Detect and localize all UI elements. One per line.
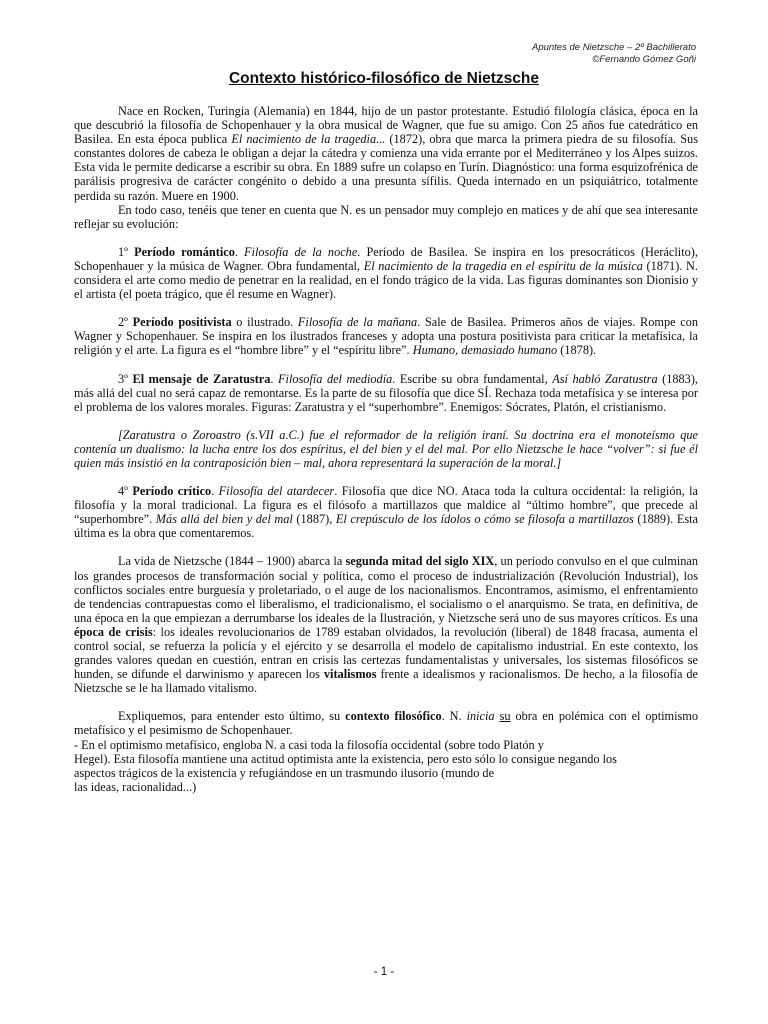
optimism-line-4: las ideas, racionalidad...) bbox=[74, 779, 197, 794]
document-body bbox=[74, 104, 698, 794]
optimism-line-2: Hegel). Esta filosofía mantiene una actitud optimista ante la existencia, pero esto sólo lo consigue negando los bbox=[74, 751, 617, 766]
evolution-paragraph: En todo caso, tenéis que tener en cuenta que N. es un pensador muy complejo en matices y de ahí que sea interesante reflejar su evolución: bbox=[74, 202, 698, 231]
page-title: Contexto histórico-filosófico de Nietzsche bbox=[228, 70, 540, 87]
header-course: Apuntes de Nietzsche – 2º Bachillerato bbox=[531, 42, 696, 53]
page-header bbox=[532, 42, 696, 66]
zoroaster-note: [Zaratustra o Zoroastro (s.VII a.C.) fue el reformador de la religión iraní. Su doctrina era el monoteísmo que contenía un dualismo: la lucha entre los dos espíritus, el del bien y el del mal. Por ello Nietzsche le hace “volver”: si fue él quien más insistió en la contraposición bien – mal, ahora representará la superación de la moral.] bbox=[74, 427, 698, 470]
period-romantic-paragraph: 1º Período romántico. Filosofía de la noche. Período de Basilea. Se inspira en los presocráticos (Heráclito), Schopenhauer y la música de Wagner. Obra fundamental, El nacimiento de la tragedia en el espíritu de la música (1871). N. considera el arte como medio de penetrar en la realidad, en el fondo trágico de la vida. Las figuras dominantes son Dionisio y el artista (el poeta trágico, que él resume en Wagner). bbox=[74, 244, 698, 302]
optimism-line-3: aspectos trágicos de la existencia y refugiándose en un trasmundo ilusorio (mundo de bbox=[74, 765, 495, 780]
period-positivist-paragraph: 2º Período positivista o ilustrado. Filosofía de la mañana. Sale de Basilea. Primeros años de viajes. Rompe con Wagner y Schopenhauer. Se inspira en los ilustrados franceses y adopta una postura positivista para criticar la metafísica, la religión y el arte. La figura es el “hombre libre” y el “espíritu libre”. Humano, demasiado humano (1878). bbox=[74, 315, 698, 358]
philosophical-context-paragraph: Expliquemos, para entender esto último, su contexto filosófico. N. inicia su obra en polémica con el optimismo metafísico y el pesimismo de Schopenhauer. bbox=[74, 709, 699, 738]
intro-paragraph: Nace en Rocken, Turingia (Alemania) en 1844, hijo de un pastor protestante. Estudió filología clásica, época en la que descubrió la filosofía de Schopenhauer y la obra musical de Wagner, que fue su amigo. Con 25 años fue catedrático en Basilea. En esta época publica El nacimiento de la tragedia... (1872), obra que marca la primera piedra de su filosofía. Sus constantes dolores de cabeza le obligan a dejar la cátedra y comienza una vida errante por el Mediterráneo y los Alpes suizos. Esta vida le permite dedicarse a escribir su obra. En 1889 sufre un colapso en Turín. Diagnóstico: una forma esquizofrénica de parálisis progresiva de carácter congénito o debido a una presunta sífilis. Queda internado en un psiquiátrico, totalmente perdida su razón. Muere en 1900. bbox=[74, 104, 698, 203]
optimism-line-1: - En el optimismo metafísico, engloba N. a casi toda la filosofía occidental (sobre todo Platón y bbox=[74, 737, 544, 752]
header-author: ©Fernando Gómez Goñi bbox=[592, 54, 696, 65]
historical-context-paragraph: La vida de Nietzsche (1844 – 1900) abarca la segunda mitad del siglo XIX, un período convulso en el que culminan los grandes procesos de transformación social y política, como el proceso de industrialización (Revolución Industrial), los conflictos sociales entre burguesía y proletariado, o el auge de los nacionalismos. Encontramos, asimismo, el enfrentamiento de tendencias contrapuestas como el liberalismo, el tradicionalismo, el socialismo o el anarquismo. Se trata, en definitiva, de una época en la que empiezan a derrumbarse los ideales de la Ilustración, y Nietzsche será uno de sus mayores críticos. Es una época de crisis: los ideales revolucionarios de 1789 estaban olvidados, la revolución (liberal) de 1848 fracasa, aumenta el control social, se refuerza la policía y el ejército y se desarrolla el modelo de capitalismo industrial. En este contexto, los grandes valores quedan en cuestión, entran en crisis las certezas fundamentalistas y universales, los sistemas filosóficos se hunden, se difunde el darwinismo y aparecen los vitalismos frente a idealismos y racionalismos. De hecho, a la filosofía de Nietzsche se le ha llamado vitalismo. bbox=[74, 554, 699, 696]
period-zarathustra-paragraph: 3º El mensaje de Zaratustra. Filosofía del mediodía. Escribe su obra fundamental, Así habló Zaratustra (1883), más allá del cual no será capaz de remontarse. Es la parte de su filosofía que dice SÍ. Rechaza toda metafísica y se interesa por el problema de los valores morales. Figuras: Zaratustra y el “superhombre”. Enemigos: Sócrates, Platón, el cristianismo. bbox=[74, 371, 698, 414]
period-critical-paragraph: 4º Período crítico. Filosofía del atardecer. Filosofía que dice NO. Ataca toda la cultura occidental: la religión, la filosofía y la moral tradicional. La figura es el filósofo a martillazos que maldice al “último hombre”, que precede al “superhombre”. Más allá del bien y del mal (1887), El crepúsculo de los ídolos o cómo se filosofa a martillazos (1889). Esta última es la obra que comentaremos. bbox=[74, 484, 698, 541]
page-number: - 1 - bbox=[373, 966, 395, 978]
